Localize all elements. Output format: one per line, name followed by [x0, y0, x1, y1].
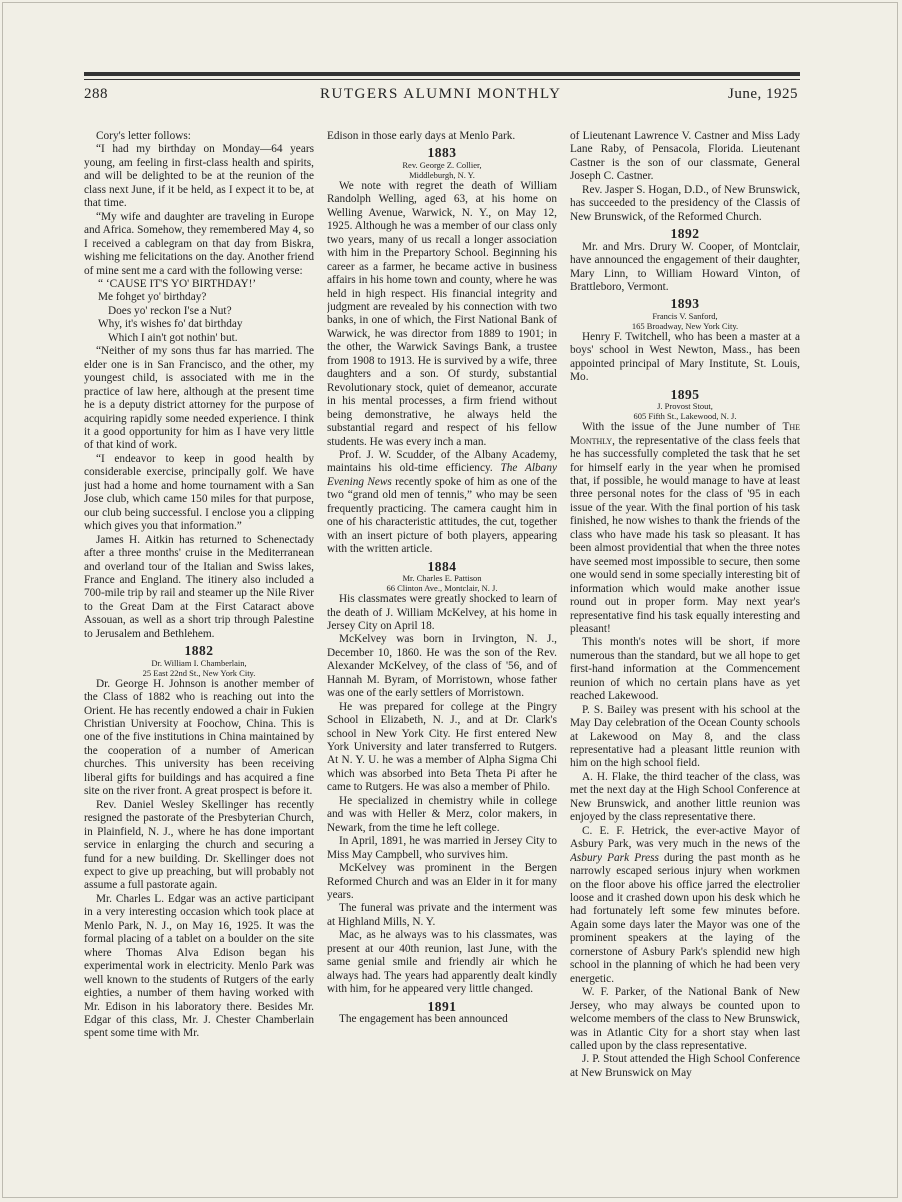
class-secretary-address: 605 Fifth St., Lakewood, N. J. [633, 411, 737, 422]
text-run: during the past month as he narrowly escaped serious injury when workmen on the floor above his office jarred the electrolier loose and it crashed down upon his desk which he had fortunately left some few minutes before. Again some days later the Mayor was one of the prominent speakers at the laying of the cornerstone of Asbury Park's splendid new high school in the planning of which he had been very energetic. [570, 851, 800, 985]
class-secretary: Mr. Charles E. Pattison [402, 573, 482, 584]
text-run: With the issue of the June number of [582, 421, 776, 434]
issue-date: June, 1925 [728, 86, 798, 102]
paragraph: A. H. Flake, the third teacher of the class, was met the next day at the High School Conference at New Brunswick, and another little reunion was enjoyed by the class representative there. [570, 770, 800, 824]
paragraph: “I endeavor to keep in good health by considerable exercise, principally golf. We have just had a home and home tournament with a San Jose club, which came 150 miles for that purpose, our club being successful. I enclose you a clipping which gives you that information.” [84, 452, 314, 533]
paragraph: This month's notes will be short, if more numerous than the standard, but we all hope to get first-hand information at the Commencement reunion of which no certain plans have as yet reached Lakewood. [570, 636, 800, 703]
header-rule-thick [84, 72, 800, 76]
paragraph [570, 421, 800, 636]
text-run: C. E. F. Hetrick, the ever-active Mayor of Asbury Park, was very much in the news of the [570, 824, 800, 851]
paragraph: “I had my birthday on Monday—64 years young, am feeling in first-class health and spirits, and will be delighted to be at the reunion of the class next June, if it be held, as I expect it to be, at that time. [84, 143, 314, 210]
class-year-heading: 1891 [427, 998, 457, 1014]
paragraph: of Lieutenant Lawrence V. Castner and Miss Lady Lane Raby, of Pensacola, Florida. Lieutenant Castner is the son of our classmate, General Joseph C. Castner. [570, 130, 800, 183]
publication-title: RUTGERS ALUMNI MONTHLY [320, 86, 562, 102]
paragraph: He specialized in chemistry while in college and was with Heller & Merz, color makers, in Newark, from the time he left college. [327, 794, 557, 834]
class-secretary-address: 165 Broadway, New York City. [631, 320, 739, 331]
class-secretary-address: Middleburgh, N. Y. [409, 169, 475, 180]
text-run: , the representative of the class feels that he has successfully completed the task that he set for himself early in the year when he promised that, if possible, he would manage to have at least three personal notes for the class of '95 in each issue of the year. With the final portion of his task finished, he now wishes to thank the friends of the class who have made his task so pleasant. It has been almost providential that when the three notes have seemed most impossible to secure, then some one would send in some specially interesting bit of information which would make another issue round out in proper form. May next year's representative find his task equally interesting and pleasant! [570, 434, 800, 635]
paragraph: We note with regret the death of William Randolph Welling, aged 63, at his home on Welling Avenue, Warwick, N. Y., on May 12, 1925. Although he was a member of our class only two years, many of us recall a longer association with him in the Prepartory School. Beginning his career as a farmer, he became active in business affairs in his home town and county, where he was held in high respect. His financial integrity and judgment are revealed by his connection with two banks, in one of which, the First National Bank of Warwick, he was director from 1889 to 1901; in the other, the Warwick Savings Bank, a trustee from 1908 to 1913. He is survived by a wife, three daughters and a son. Of sturdy, substantial Revolutionary stock, quiet of demeanor, accurate in his mental processes, a firm friend without being demonstrative, he always held the substantial regard and respect of his fellow students. He was every inch a man. [327, 179, 557, 448]
class-year-heading: 1893 [670, 296, 700, 312]
paragraph: McKelvey was born in Irvington, N. J., December 10, 1860. He was the son of the Rev. Alexander McKelvey, of the class of '56, and of Hannah M. Byram, of Morristown, whose father was one of the early settlers of Morristown. [327, 633, 557, 700]
paragraph: Henry F. Twitchell, who has been a master at a boys' school in West Newton, Mass., has been appointed principal of Mary Institute, St. Louis, Mo. [570, 330, 800, 384]
paragraph: Cory's letter follows: [96, 130, 191, 142]
magazine-name: The Monthly [570, 421, 800, 447]
class-secretary: J. Provost Stout, [657, 401, 713, 412]
verse-line: Does yo' reckon I'se a Nut? [108, 304, 232, 317]
text-run: Prof. J. W. Scudder, of the Albany Academy, maintains his old-time efficiency. [327, 448, 557, 475]
verse-line: Why, it's wishes fo' dat birthday [98, 318, 243, 331]
column-1 [84, 130, 314, 1150]
class-secretary: Rev. George Z. Collier, [402, 159, 482, 170]
verse-line: Me fohget yo' birthday? [98, 291, 207, 304]
paragraph: Mr. Charles L. Edgar was an active participant in a very interesting occasion which took place at Menlo Park, N. J., on May 16, 1925. It was the formal placing of a tablet on a boulder on the site where Thomas Alva Edison began his experimental work in electricity. Menlo Park was well known to the students of Rutgers of the early eighties, a number of them having worked with Mr. Edison in his laboratory there. Besides Mr. Edgar of this class, Mr. J. Chester Chamberlain spent some time with Mr. [84, 892, 314, 1040]
class-secretary-address: 25 East 22nd St., New York City. [142, 667, 256, 678]
verse-line: Which I ain't got nothin' but. [108, 331, 238, 344]
paragraph: The engagement has been announced [339, 1013, 508, 1026]
paragraph: Mac, as he always was to his classmates, was present at our 40th reunion, last June, with the same genial smile and friendly air which he always had. The years had apparently dealt kindly with him, for he appeared very little changed. [327, 929, 557, 996]
paragraph: Edison in those early days at Menlo Park. [327, 130, 516, 142]
verse-line: “ ‘CAUSE IT'S YO' BIRTHDAY!’ [98, 277, 257, 290]
newspaper-title: Asbury Park Press [570, 851, 659, 864]
column-3 [570, 130, 800, 1150]
paragraph: Mr. and Mrs. Drury W. Cooper, of Montclair, have announced the engagement of their daughter, Mary Linn, to William Howard Vinton, of Brattleboro, Vermont. [570, 240, 800, 293]
paragraph: He was prepared for college at the Pingry School in Elizabeth, N. J., and at Dr. Clark's school in New York City. He first entered New York University and later transferred to Rutgers. At N. Y. U. he was a member of Alpha Sigma Chi which was absorbed into Beta Theta Pi after he came to Rutgers. He was also a member of Philo. [327, 700, 557, 794]
paragraph [570, 825, 800, 986]
class-year-heading: 1882 [184, 643, 214, 659]
paragraph: His classmates were greatly shocked to learn of the death of J. William McKelvey, at his home in Jersey City on April 18. [327, 593, 557, 632]
paragraph: The funeral was private and the interment was at Highland Mills, N. Y. [327, 902, 557, 928]
paragraph: “My wife and daughter are traveling in Europe and Africa. Somehow, they remembered May 4, so I received a cablegram on that day from Biskra, wishing me felicitations on the day. Another friend of mine sent me a card with the following verse: [84, 210, 314, 277]
newspaper-title: The Albany Evening News [327, 462, 557, 488]
class-secretary: Francis V. Sanford, [652, 310, 718, 321]
paragraph: James H. Aitkin has returned to Schenectady after a three months' cruise in the Mediterranean and overland tour of the Italian and Swiss lakes, France and England. The itinery also included a 700-mile trip by rail and steamer up the Nile River to the Great Dam at the First Cataract above Assouan, as well as a short trip through Palestine to Jerusalem and Bethlehem. [84, 533, 314, 640]
class-year-heading: 1883 [427, 145, 457, 161]
paragraph [327, 449, 557, 557]
class-secretary-address: 66 Clinton Ave., Montclair, N. J. [386, 583, 498, 594]
class-year-heading: 1884 [427, 558, 457, 574]
paragraph: Rev. Daniel Wesley Skellinger has recently resigned the pastorate of the Presbyterian Church, in Plainfield, N. J., where he has done important service in enlarging the church and securing a fund for a new building. Dr. Skellinger does not expect to give up preaching, but will probably not assume a full pastorate again. [84, 798, 314, 892]
header-rule-thin [84, 79, 800, 80]
class-year-heading: 1892 [670, 226, 700, 242]
paragraph: W. F. Parker, of the National Bank of New Jersey, who may always be counted upon to welcome members of the class to New Brunswick, was in Atlantic City for a short stay when last called upon by the class representative. [570, 986, 800, 1052]
class-secretary: Dr. William I. Chamberlain, [151, 657, 247, 668]
paragraph: P. S. Bailey was present with his school at the May Day celebration of the Ocean County schools at Lakewood on May 8, and the class representative had a pleasant little reunion with him on the high school field. [570, 703, 800, 770]
paragraph: In April, 1891, he was married in Jersey City to Miss May Campbell, who survives him. [327, 835, 557, 861]
paragraph: Rev. Jasper S. Hogan, D.D., of New Brunswick, has succeeded to the presidency of the Classis of New Brunswick, of the Reformed Church. [570, 183, 800, 223]
paragraph: “Neither of my sons thus far has married. The elder one is in San Francisco, and the other, my youngest child, is associated with me in the practice of law here, although at the present time he is a deputy district attorney for the purpose of acquiring rapidly some needed experience. I think it a good opportunity for him as I have very little of that kind of work. [84, 345, 314, 452]
text-run: recently spoke of him as one of the two “grand old men of tennis,” who may be seen frequently practicing. The camera caught him in one of his characteristic attitudes, the cut, together with an insert picture of both players, appearing with the written article. [327, 475, 557, 556]
paragraph: J. P. Stout attended the High School Conference at New Brunswick on May [570, 1053, 800, 1079]
column-2 [327, 130, 557, 1150]
paragraph: Dr. George H. Johnson is another member of the Class of 1882 who is reaching out into the Orient. He has recently endowed a chair in Fukien Christian University at Foochow, China. This is one of the five institutions in China maintained by the cooperation of a number of American churches. This university has been receiving liberal gifts for buildings and has acquired a fine site on the river front. A great prospect is before it. [84, 677, 314, 798]
page-number: 288 [84, 86, 108, 102]
paragraph: McKelvey was prominent in the Bergen Reformed Church and was an Elder in it for many years. [327, 862, 557, 902]
class-year-heading: 1895 [670, 386, 700, 402]
